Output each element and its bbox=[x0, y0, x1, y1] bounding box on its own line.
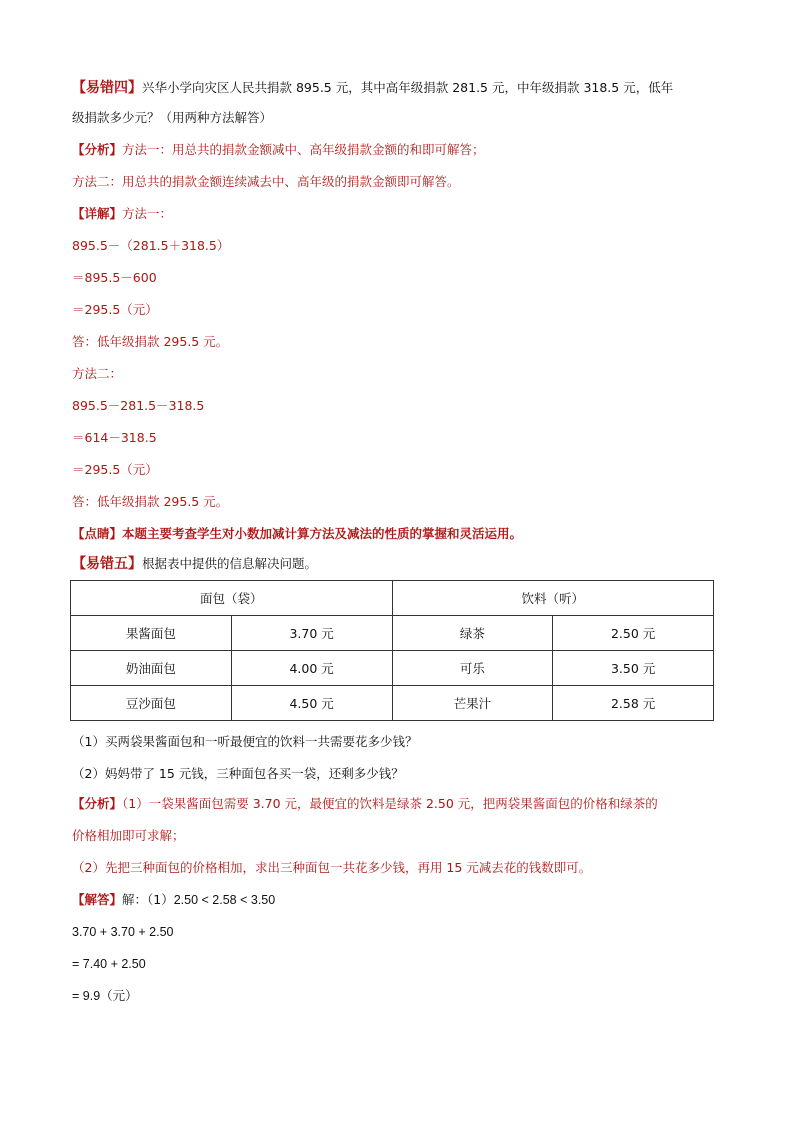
err5-analysis-text1: （1）一袋果酱面包需要 3.70 元，最便宜的饮料是绿茶 2.50 元，把两袋果酱面包的价格和绿茶的 bbox=[122, 796, 658, 811]
err4-analysis-tag: 【分析】 bbox=[72, 142, 123, 157]
err5-answer-tag: 【解答】 bbox=[72, 892, 123, 907]
err5-analysis-line1 bbox=[72, 796, 658, 812]
err4-detail-line bbox=[72, 206, 172, 222]
err4-m2-step1: 895.5－281.5－318.5 bbox=[72, 398, 205, 413]
price-table bbox=[70, 580, 714, 721]
err4-m2-step3: ＝295.5（元） bbox=[72, 462, 158, 477]
err5-analysis-tag: 【分析】 bbox=[72, 796, 123, 811]
err5-answer-prefix: 解：（1） bbox=[122, 892, 174, 907]
err4-m1-step1: 895.5－（281.5＋318.5） bbox=[72, 238, 230, 253]
err4-point-line bbox=[72, 526, 522, 542]
err5-tag: 【易错五】 bbox=[72, 556, 142, 572]
err4-analysis-line1 bbox=[72, 142, 485, 158]
err4-analysis-text1: 方法一：用总共的捐款金额减中、高年级捐款金额的和即可解答； bbox=[122, 142, 485, 157]
err4-analysis-line2: 方法二：用总共的捐款金额连续减去中、高年级的捐款金额即可解答。 bbox=[72, 174, 460, 189]
err4-question-text1: 兴华小学向灾区人民共捐款 895.5 元，其中高年级捐款 281.5 元，中年级捐款 318.5 元，低年 bbox=[142, 80, 674, 95]
table-row bbox=[71, 616, 714, 651]
err5-question1: （1）买两袋果酱面包和一听最便宜的饮料一共需要花多少钱？ bbox=[72, 734, 418, 749]
table-row bbox=[71, 651, 714, 686]
err4-m1-step3: ＝295.5（元） bbox=[72, 302, 158, 317]
err4-m2-answer: 答：低年级捐款 295.5 元。 bbox=[72, 494, 229, 509]
err4-m1-answer: 答：低年级捐款 295.5 元。 bbox=[72, 334, 229, 349]
err5-step1: 3.70 + 3.70 + 2.50 bbox=[72, 925, 174, 939]
table-row bbox=[71, 686, 714, 721]
err5-step3: = 9.9（元） bbox=[72, 989, 138, 1003]
err5-intro-line bbox=[72, 556, 317, 572]
err5-analysis-line3: （2）先把三种面包的价格相加，求出三种面包一共花多少钱，再用 15 元减去花的钱数即可。 bbox=[72, 860, 592, 875]
drink-price: 2.50 元 bbox=[553, 616, 714, 651]
err4-m2-step2: ＝614－318.5 bbox=[72, 430, 157, 445]
err5-analysis-line2: 价格相加即可求解； bbox=[72, 828, 185, 843]
bread-price: 4.50 元 bbox=[231, 686, 392, 721]
err5-step2: = 7.40 + 2.50 bbox=[72, 957, 146, 971]
err4-point-text: 本题主要考查学生对小数加减计算方法及减法的性质的掌握和灵活运用。 bbox=[122, 526, 523, 541]
drink-name: 绿茶 bbox=[392, 616, 553, 651]
err4-method1-label: 方法一： bbox=[122, 206, 173, 221]
bread-price: 4.00 元 bbox=[231, 651, 392, 686]
bread-price: 3.70 元 bbox=[231, 616, 392, 651]
err5-intro-text: 根据表中提供的信息解决问题。 bbox=[142, 556, 318, 571]
drink-name: 芒果汁 bbox=[392, 686, 553, 721]
err4-method2-label: 方法二： bbox=[72, 366, 123, 381]
err4-detail-tag: 【详解】 bbox=[72, 206, 123, 221]
drink-price: 3.50 元 bbox=[553, 651, 714, 686]
err4-tag: 【易错四】 bbox=[72, 80, 142, 96]
err4-question-line2: 级捐款多少元？（用两种方法解答） bbox=[72, 110, 273, 125]
drink-name: 可乐 bbox=[392, 651, 553, 686]
bread-name: 豆沙面包 bbox=[71, 686, 232, 721]
err5-question2: （2）妈妈带了 15 元钱，三种面包各买一袋，还剩多少钱？ bbox=[72, 766, 404, 781]
err5-comparison: 2.50 < 2.58 < 3.50 bbox=[173, 893, 276, 907]
err4-point-tag: 【点睛】 bbox=[72, 526, 123, 541]
table-header-drink: 饮料（听） bbox=[392, 581, 714, 616]
bread-name: 奶油面包 bbox=[71, 651, 232, 686]
drink-price: 2.58 元 bbox=[553, 686, 714, 721]
err4-question-line1 bbox=[72, 80, 673, 96]
bread-name: 果酱面包 bbox=[71, 616, 232, 651]
err4-m1-step2: ＝895.5－600 bbox=[72, 270, 157, 285]
table-header-bread: 面包（袋） bbox=[71, 581, 393, 616]
table-header-row bbox=[71, 581, 714, 616]
err5-answer-line bbox=[72, 892, 275, 908]
